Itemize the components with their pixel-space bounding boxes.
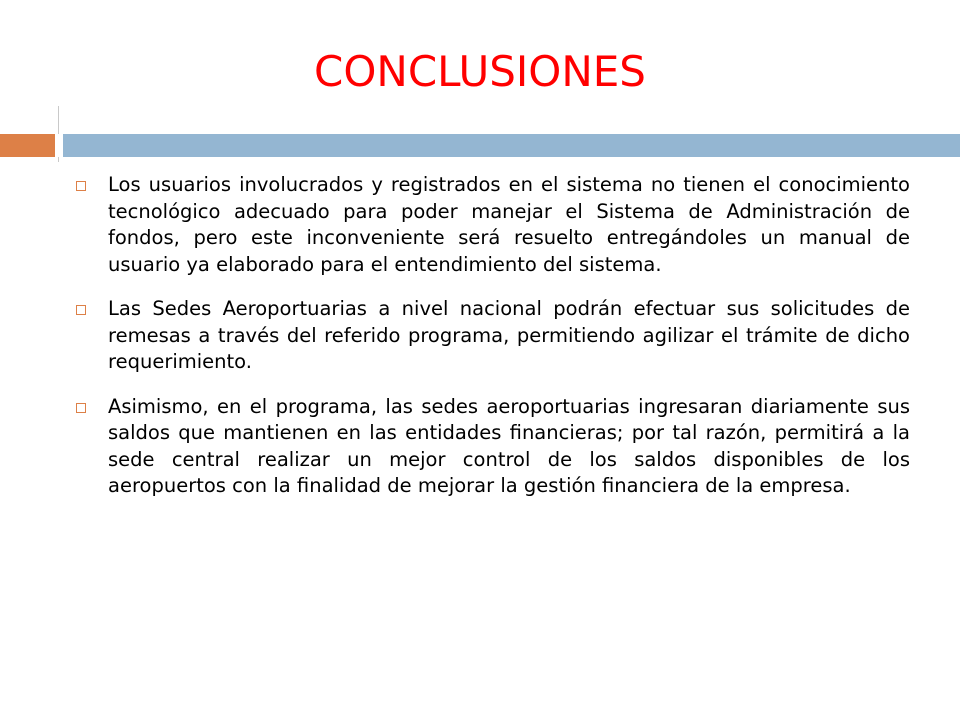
bullet-text: Los usuarios involucrados y registrados en el sistema no tienen el conocimiento tecnológico adecuado para poder manejar el Sistema de Administración de fondos, pero este inconveniente será resuelto entregándoles un manual de usuario ya elaborado para el entendimiento del sistema. (108, 173, 910, 276)
hollow-square-bullet-icon (76, 181, 86, 191)
slide-title: CONCLUSIONES (314, 47, 646, 96)
hollow-square-bullet-icon (76, 403, 86, 413)
hollow-square-bullet-icon (76, 305, 86, 315)
accent-bar-left (0, 134, 55, 157)
bullet-item (76, 296, 910, 376)
accent-bar-gap (55, 134, 63, 157)
bullet-text: Las Sedes Aeroportuarias a nivel nacional podrán efectuar sus solicitudes de remesas a través del referido programa, permitiendo agilizar el trámite de dicho requerimiento. (108, 297, 910, 373)
bullet-text: Asimismo, en el programa, las sedes aeroportuarias ingresaran diariamente sus saldos que mantienen en las entidades financieras; por tal razón, permitirá a la sede central realizar un mejor control de los saldos disponibles de los aeropuertos con la finalidad de mejorar la gestión financiera de la empresa. (108, 394, 910, 497)
bullet-item (76, 394, 910, 500)
bullet-list (76, 172, 910, 518)
accent-bar-right (63, 134, 960, 157)
bullet-item (76, 172, 910, 278)
